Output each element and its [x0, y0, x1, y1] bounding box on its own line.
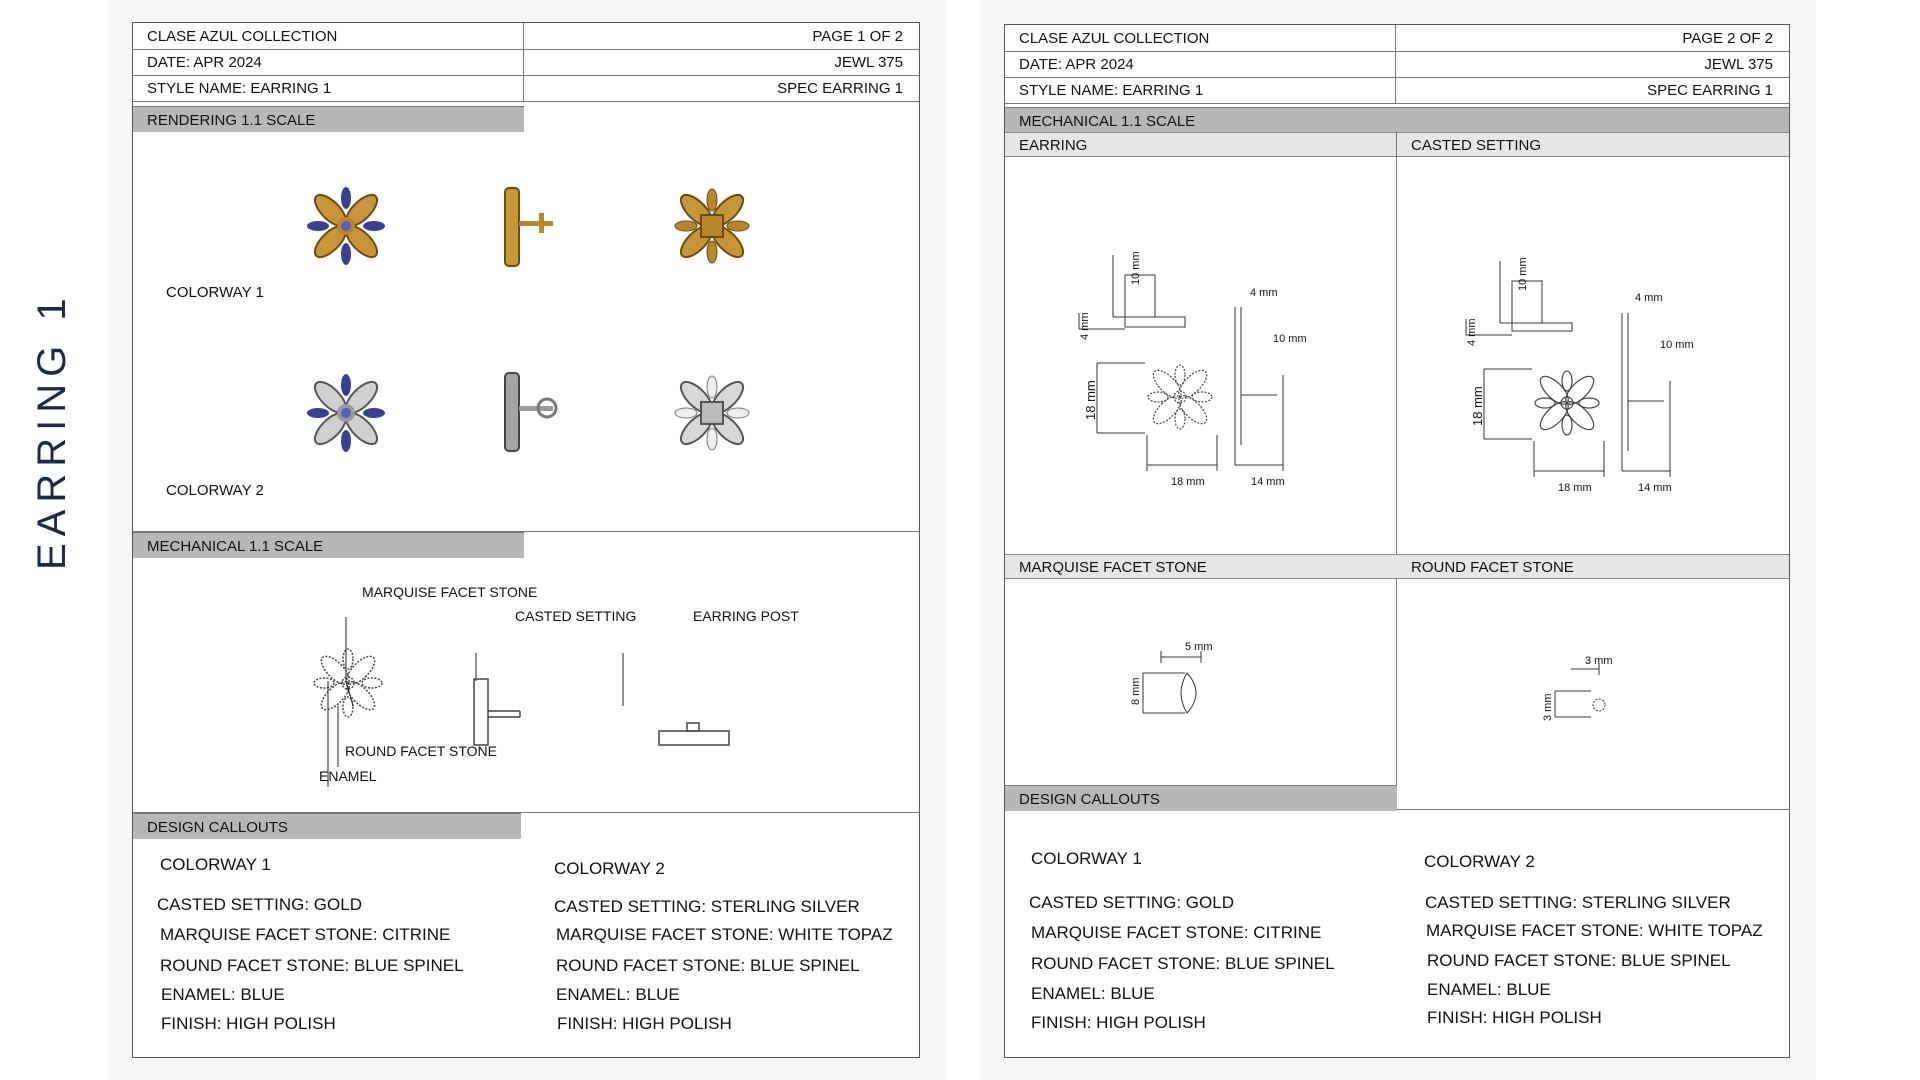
marquise-stone-drawing	[1125, 635, 1225, 735]
mechanical-post-drawing	[653, 703, 733, 753]
header-divider	[1395, 77, 1396, 103]
header-row-3	[133, 75, 919, 102]
earring-side-gold-render	[495, 183, 565, 273]
dim-18mm: 18 mm	[1558, 482, 1592, 494]
header-divider	[523, 75, 524, 101]
dim-5mm: 5 mm	[1185, 641, 1213, 653]
colorway-2-line: ROUND FACET STONE: BLUE SPINEL	[1427, 951, 1731, 970]
mechanical-section-bar: MECHANICAL 1.1 SCALE	[1005, 107, 1789, 133]
date: DATE: APR 2024	[1019, 56, 1134, 73]
colorway-2-line: MARQUISE FACET STONE: WHITE TOPAZ	[1426, 921, 1763, 940]
header-divider	[523, 23, 524, 49]
callout-casted: CASTED SETTING	[515, 608, 637, 624]
style-code: JEWL 375	[1704, 56, 1773, 73]
dim-8mm: 8 mm	[1130, 677, 1142, 705]
header-row-1	[1005, 25, 1789, 52]
date: DATE: APR 2024	[147, 54, 262, 71]
earring-side-silver-render	[495, 368, 575, 458]
earring-back-silver-render	[667, 368, 757, 458]
dim-10mm: 10 mm	[1273, 333, 1307, 345]
colorway-2-line: FINISH: HIGH POLISH	[1427, 1008, 1602, 1027]
colorway-1-line: MARQUISE FACET STONE: CITRINE	[1031, 923, 1322, 942]
round-stone-drawing	[1525, 645, 1625, 745]
dim-3mm: 3 mm	[1585, 655, 1613, 667]
header-divider	[523, 49, 524, 75]
earring-front-gold-render	[301, 181, 391, 271]
header-row-1	[133, 23, 919, 50]
header-row-2	[1005, 51, 1789, 78]
marquise-stone-subheader: MARQUISE FACET STONE	[1005, 554, 1397, 579]
dim-10mm: 10 mm	[1517, 257, 1529, 291]
colorway-1-line: ROUND FACET STONE: BLUE SPINEL	[1031, 954, 1335, 973]
colorway-1-line: CASTED SETTING: GOLD	[157, 895, 362, 914]
colorway-1-line: FINISH: HIGH POLISH	[161, 1014, 336, 1033]
colorway-2-line: ENAMEL: BLUE	[556, 985, 680, 1004]
colorway-1-title: COLORWAY 1	[160, 855, 271, 874]
colorway-2-line: ROUND FACET STONE: BLUE SPINEL	[556, 956, 860, 975]
earring-back-gold-render	[667, 181, 757, 271]
earring-subheader: EARRING	[1005, 132, 1397, 157]
header-divider	[1395, 51, 1396, 77]
dim-14mm: 14 mm	[1251, 476, 1285, 488]
style-name: STYLE NAME: EARRING 1	[147, 80, 332, 97]
spec-sheet-page-2	[1004, 24, 1790, 1058]
style-code: JEWL 375	[834, 54, 903, 71]
dim-10mm: 10 mm	[1130, 251, 1142, 285]
colorway-1-line: MARQUISE FACET STONE: CITRINE	[160, 925, 451, 944]
dim-4mm: 4 mm	[1079, 312, 1091, 340]
design-callouts-bar: DESIGN CALLOUTS	[1005, 785, 1397, 811]
dim-10mm: 10 mm	[1660, 339, 1694, 351]
dim-18mm: 18 mm	[1171, 476, 1205, 488]
colorway-1-line: CASTED SETTING: GOLD	[1029, 893, 1234, 912]
style-name: STYLE NAME: EARRING 1	[1019, 82, 1204, 99]
spec-name: SPEC EARRING 1	[777, 80, 903, 97]
earring-technical-drawing	[1065, 245, 1325, 495]
dim-3mm: 3 mm	[1542, 693, 1554, 721]
colorway-2-line: CASTED SETTING: STERLING SILVER	[1425, 893, 1731, 912]
collection-name: CLASE AZUL COLLECTION	[1019, 30, 1210, 47]
rendering-section-bar: RENDERING 1.1 SCALE	[133, 106, 524, 132]
collection-name: CLASE AZUL COLLECTION	[147, 28, 338, 45]
colorway-2-title: COLORWAY 2	[1424, 852, 1535, 871]
callout-enamel: ENAMEL	[319, 768, 377, 784]
side-title-text: EARRING 1	[30, 291, 74, 570]
page-number: PAGE 2 OF 2	[1682, 30, 1773, 47]
colorway-2-line: CASTED SETTING: STERLING SILVER	[554, 897, 860, 916]
mechanical-side-drawing	[468, 673, 528, 753]
colorway-1-line: FINISH: HIGH POLISH	[1031, 1013, 1206, 1032]
callout-post: EARRING POST	[693, 608, 799, 624]
colorway-2-line: MARQUISE FACET STONE: WHITE TOPAZ	[556, 925, 893, 944]
colorway-2-line: FINISH: HIGH POLISH	[557, 1014, 732, 1033]
spec-name: SPEC EARRING 1	[1647, 82, 1773, 99]
column-divider	[1396, 132, 1397, 809]
page-number: PAGE 1 OF 2	[812, 28, 903, 45]
colorway-1-line: ENAMEL: BLUE	[1031, 984, 1155, 1003]
colorway-1-line: ENAMEL: BLUE	[161, 985, 285, 1004]
callout-round: ROUND FACET STONE	[345, 743, 497, 759]
header-row-3	[1005, 77, 1789, 104]
dim-18mm: 18 mm	[1083, 380, 1098, 420]
colorway-1-line: ROUND FACET STONE: BLUE SPINEL	[160, 956, 464, 975]
dim-4mm: 4 mm	[1466, 318, 1478, 346]
colorway-1-label: COLORWAY 1	[166, 284, 264, 301]
colorway-2-label: COLORWAY 2	[166, 482, 264, 499]
side-title	[30, 291, 74, 600]
colorway-2-line: ENAMEL: BLUE	[1427, 980, 1551, 999]
spec-sheet-page-1	[132, 22, 920, 1058]
dim-4mm: 4 mm	[1635, 292, 1663, 304]
callout-marquise: MARQUISE FACET STONE	[362, 584, 538, 600]
dim-18mm: 18 mm	[1470, 386, 1485, 426]
earring-front-silver-render	[301, 368, 391, 458]
header-row-2	[133, 49, 919, 76]
header-divider	[1395, 25, 1396, 51]
casted-setting-technical-drawing	[1452, 251, 1712, 501]
dim-4mm: 4 mm	[1250, 287, 1278, 299]
mechanical-section-bar: MECHANICAL 1.1 SCALE	[133, 532, 524, 558]
colorway-1-title: COLORWAY 1	[1031, 849, 1142, 868]
round-stone-subheader: ROUND FACET STONE	[1397, 554, 1789, 579]
dim-14mm: 14 mm	[1638, 482, 1672, 494]
colorway-2-title: COLORWAY 2	[554, 859, 665, 878]
design-callouts-bar: DESIGN CALLOUTS	[133, 813, 521, 839]
casted-setting-subheader: CASTED SETTING	[1397, 132, 1789, 157]
